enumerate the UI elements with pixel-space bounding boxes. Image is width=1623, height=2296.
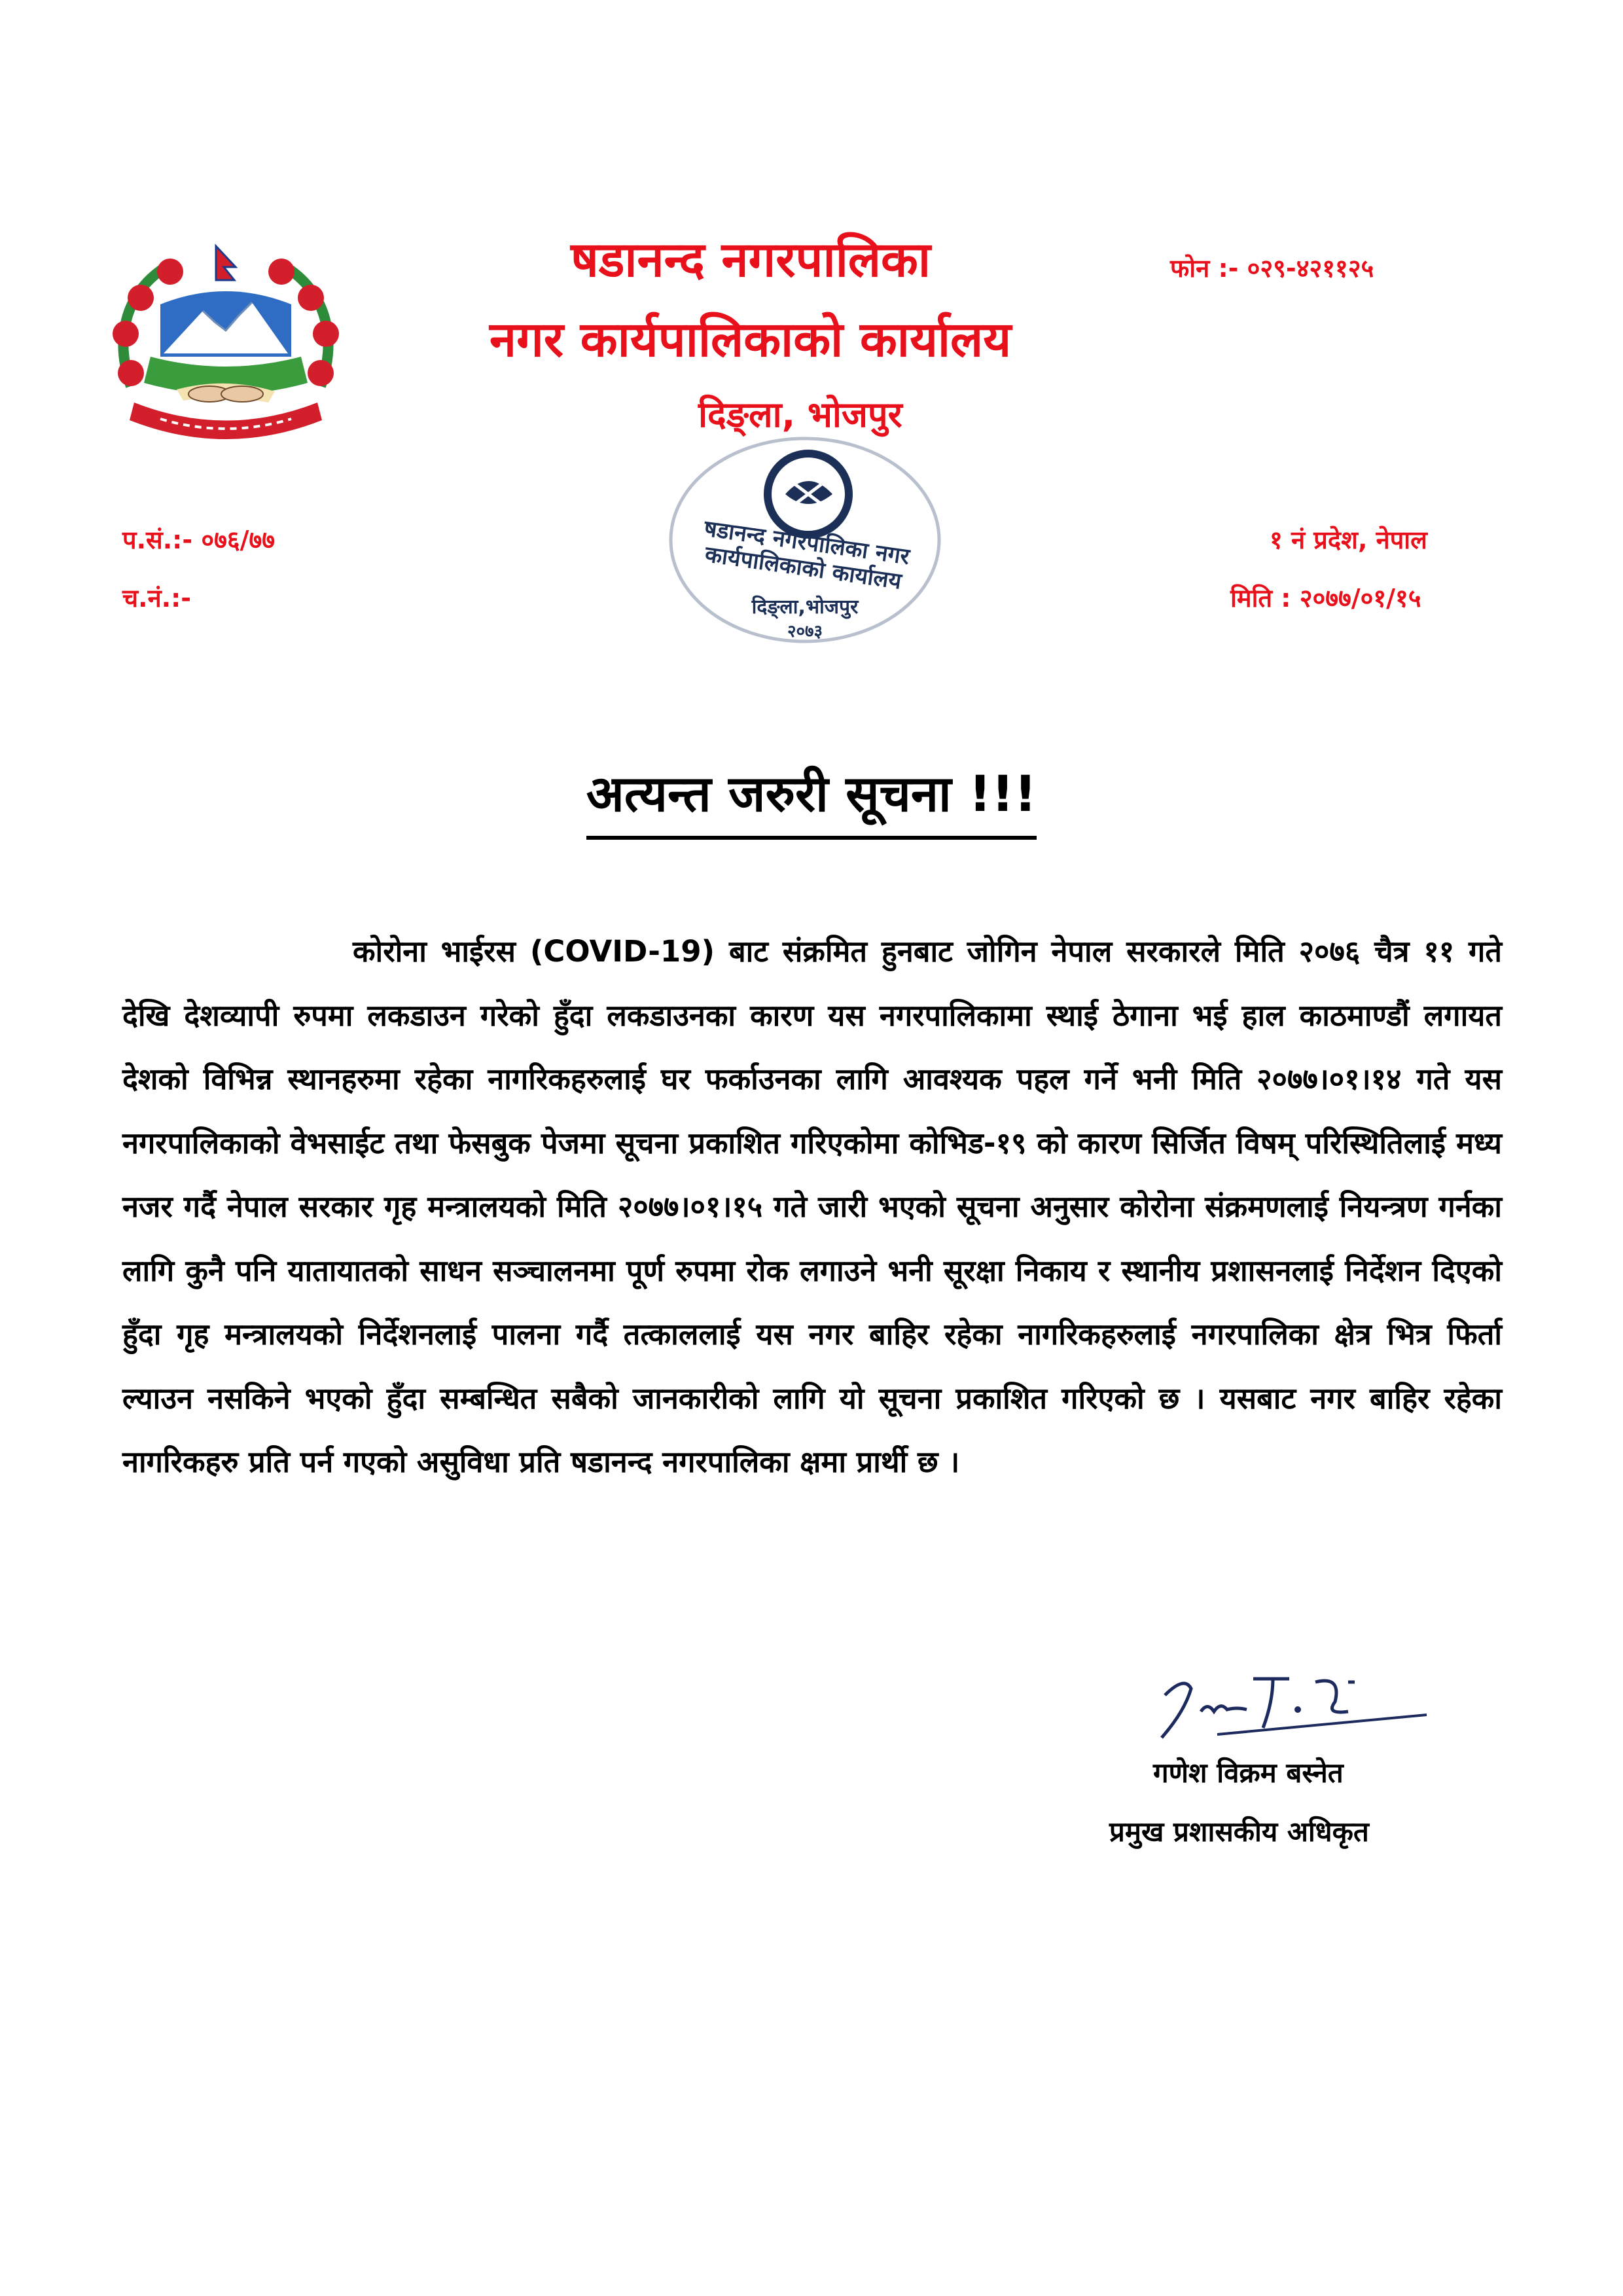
signatory-name: गणेश विक्रम बस्नेत — [1153, 1757, 1344, 1789]
nepal-emblem-icon — [111, 242, 340, 448]
municipality-name: षडानन्द नगरपालिका — [571, 232, 931, 288]
signatory-designation: प्रमुख प्रशासकीय अधिकृत — [1109, 1816, 1369, 1848]
reference-number: प.सं.:- ०७६/७७ — [122, 526, 276, 554]
stamp-year-text: २०७३ — [787, 622, 823, 641]
dispatch-number: च.नं.:- — [122, 584, 192, 613]
signature — [1139, 1649, 1440, 1754]
office-stamp — [661, 432, 949, 655]
phone-number: फोन :- ०२९-४२११२५ — [1170, 254, 1374, 283]
office-address: दिङ्ला, भोजपुर — [698, 394, 902, 435]
notice-title-text: अत्यन्त जरुरी सूचना !!! — [586, 769, 1037, 840]
notice-title — [0, 764, 1623, 840]
stamp-arc-text: षडानन्द नगरपालिका नगर कार्यपालिकाको कार्यालय — [702, 515, 912, 595]
stamp-place-text: दिङ्ला,भोजपुर — [751, 596, 859, 619]
notice-body-paragraph: कोरोना भाईरस (COVID-19) बाट संक्रमित हुनबाट जोगिन नेपाल सरकारले मिति २०७६ चैत्र ११ गते देखि देशव्यापी रुपमा लकडाउन गरेको हुँदा लकडाउनका कारण यस नगरपालिकामा स्थाई ठेगाना भई हाल काठमाण्डौं लगायत देशको विभिन्न स्थानहरुमा रहेका नागरिकहरुलाई घर फर्काउनका लागि आवश्यक पहल गर्ने भनी मिति २०७७।०१।१४ गते यस नगरपालिकाको वेभसाईट तथा फेसबुक पेजमा सूचना प्रकाशित गरिएकोमा कोभिड-१९ को कारण सिर्जित विषम् परिस्थितिलाई मध्य नजर गर्दै नेपाल सरकार गृह मन्त्रालयको मिति २०७७।०१।१५ गते जारी भएको सूचना अनुसार कोरोना संक्रमणलाई नियन्त्रण गर्नका लागि कुनै पनि यातायातको साधन सञ्चालनमा पूर्ण रुपमा रोक लगाउने भनी सूरक्षा निकाय र स्थानीय प्रशासनलाई निर्देशन दिएको हुँदा गृह मन्त्रालयको निर्देशनलाई पालना गर्दै तत्काललाई यस नगर बाहिर रहेका नागरिकहरुलाई नगरपालिका क्षेत्र भित्र फिर्ता ल्याउन नसकिने भएको हुँदा सम्बन्धित सबैको जानकारीको लागि यो सूचना प्रकाशित गरिएको छ । यसबाट नगर बाहिर रहेका नागरिकहरु प्रति पर्न गएको असुविधा प्रति षडानन्द नगरपालिका क्षमा प्रार्थी छ । — [122, 934, 1502, 1479]
letter-date: मिति : २०७७/०१/१५ — [1230, 584, 1421, 613]
notice-body — [122, 920, 1502, 1494]
office-name: नगर कार्यपालिकाको कार्यालय — [490, 312, 1012, 368]
province-label: १ नं प्रदेश, नेपाल — [1270, 526, 1427, 554]
